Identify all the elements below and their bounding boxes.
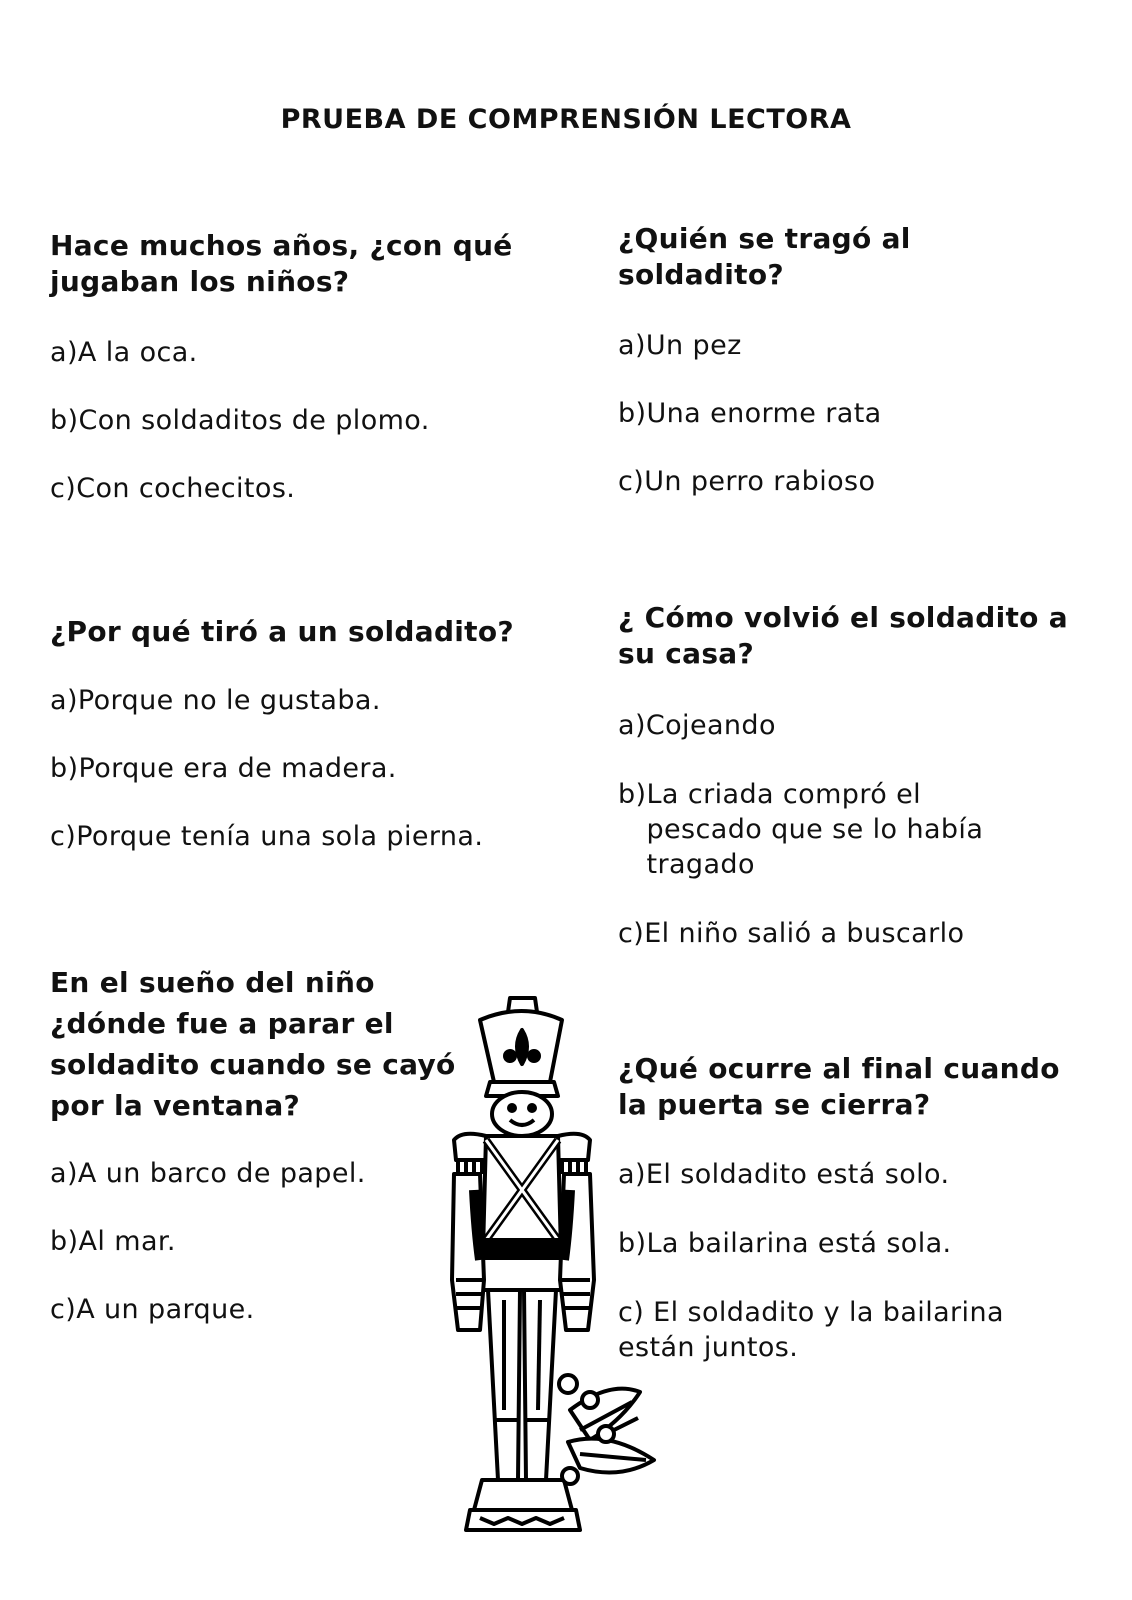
question-1	[50, 228, 570, 506]
question-6-option-c: c) El soldadito y la bailarina están juntos.	[618, 1297, 1004, 1363]
question-5-option-a: a) A un barco de papel.	[50, 1158, 366, 1189]
question-6-text: ¿Qué ocurre al final cuando la puerta se cierra?	[618, 1052, 1060, 1121]
tin-soldier-illustration	[440, 990, 670, 1550]
question-1-text: Hace muchos años, ¿con qué jugaban los niños?	[50, 229, 513, 298]
question-2-text: ¿Quién se tragó al soldadito?	[618, 222, 911, 291]
question-3	[50, 614, 590, 854]
question-6	[618, 1051, 1098, 1365]
question-2-option-c: c) Un perro rabioso	[618, 466, 876, 497]
question-6-option-b: b) La bailarina está sola.	[618, 1228, 952, 1259]
question-1-option-a: a) A la oca.	[50, 337, 198, 368]
question-3-option-a: a) Porque no le gustaba.	[50, 685, 381, 716]
question-3-text: ¿Por qué tiró a un soldadito?	[50, 615, 514, 648]
question-2-option-a: a) Un pez	[618, 330, 742, 361]
question-2	[618, 221, 1038, 499]
page-title: PRUEBA DE COMPRENSIÓN LECTORA	[280, 104, 852, 135]
question-2-option-b: b) Una enorme rata	[618, 398, 882, 429]
question-3-option-b: b) Porque era de madera.	[50, 753, 397, 784]
question-5-option-c: c) A un parque.	[50, 1294, 255, 1325]
question-5-text: En el sueño del niño ¿dónde fue a parar el soldadito cuando se cayó por la ventana?	[50, 966, 456, 1122]
question-5-option-b: b) Al mar.	[50, 1226, 176, 1257]
question-5	[50, 962, 480, 1327]
question-4-option-b: b) La criada compró el pescado que se lo había tragado	[618, 779, 984, 880]
question-1-option-c: c) Con cochecitos.	[50, 473, 296, 504]
question-4-text: ¿ Cómo volvió el soldadito a su casa?	[618, 601, 1068, 670]
question-4	[618, 600, 1108, 951]
question-6-option-a: a) El soldadito está solo.	[618, 1159, 950, 1190]
question-4-option-a: a) Cojeando	[618, 710, 776, 741]
question-4-option-c: c) El niño salió a buscarlo	[618, 918, 965, 949]
question-3-option-c: c) Porque tenía una sola pierna.	[50, 821, 484, 852]
question-1-option-b: b) Con soldaditos de plomo.	[50, 405, 430, 436]
